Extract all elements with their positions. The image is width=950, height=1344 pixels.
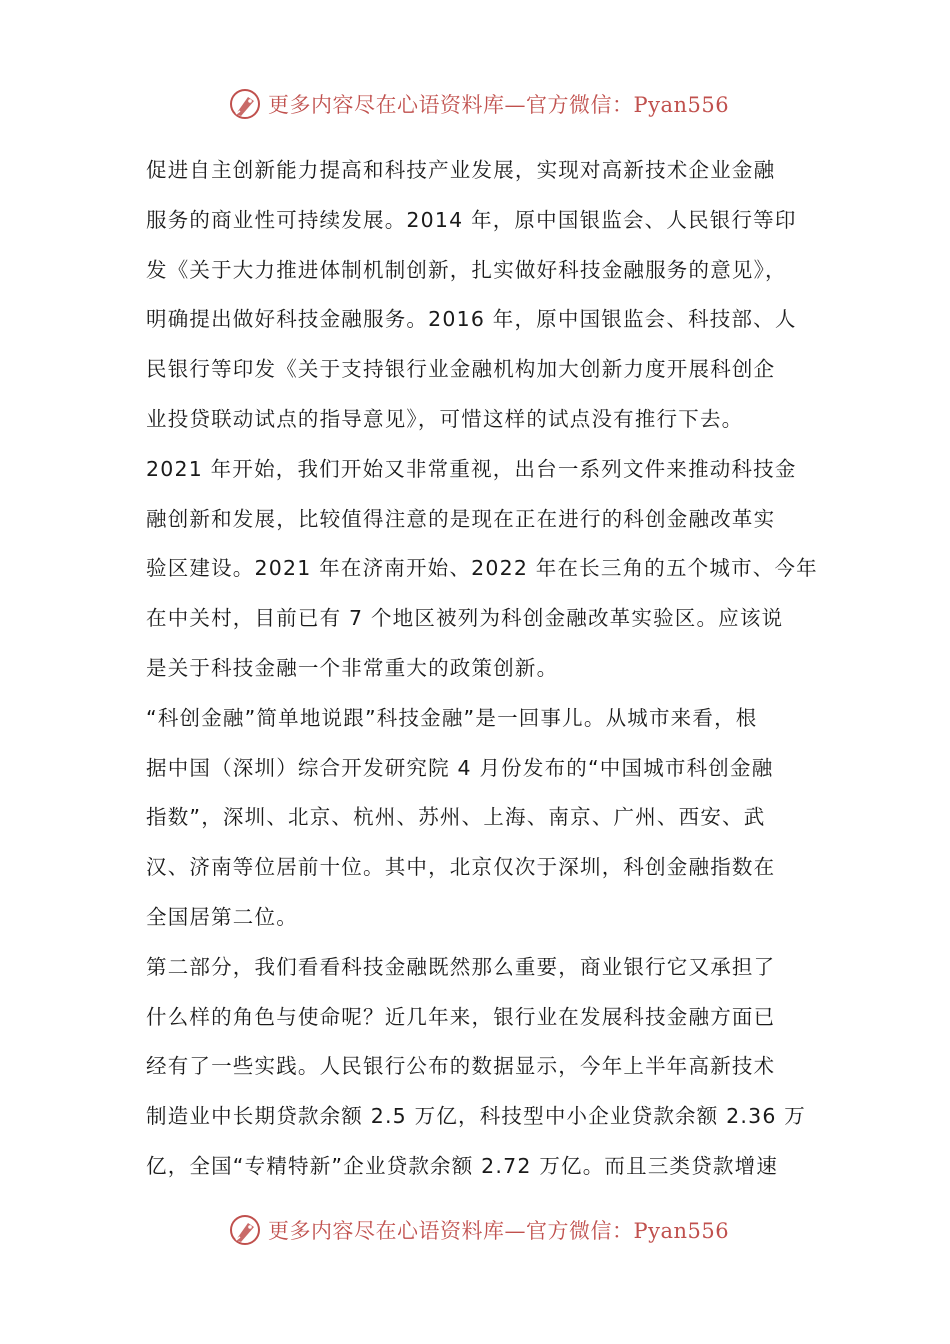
body-line: 经有了一些实践。人民银行公布的数据显示，今年上半年高新技术	[146, 1054, 776, 1079]
body-line: 融创新和发展，比较值得注意的是现在正在进行的科创金融改革实	[146, 506, 776, 531]
pen-nib-icon	[228, 87, 262, 121]
body-line: 全国居第二位。	[146, 904, 298, 929]
header-watermark	[228, 84, 729, 124]
body-line: 据中国（深圳）综合开发研究院 4 月份发布的“中国城市科创金融	[146, 755, 774, 780]
footer-watermark	[228, 1210, 729, 1250]
body-line: 亿，全国“专精特新”企业贷款余额 2.72 万亿。而且三类贷款增速	[146, 1153, 779, 1178]
watermark-text: 更多内容尽在心语资料库—官方微信：Pyan556	[268, 93, 730, 117]
body-line: 第二部分，我们看看科技金融既然那么重要，商业银行它又承担了	[146, 954, 776, 979]
body-line: 促进自主创新能力提高和科技产业发展，实现对高新技术企业金融	[146, 158, 776, 182]
body-line: 验区建设。2021 年在济南开始、2022 年在长三角的五个城市、今年	[146, 556, 818, 581]
body-line: 服务的商业性可持续发展。2014 年，原中国银监会、人民银行等印	[146, 207, 797, 232]
body-line: 民银行等印发《关于支持银行业金融机构加大创新力度开展科创企	[146, 357, 776, 382]
body-line: 是关于科技金融一个非常重大的政策创新。	[146, 655, 559, 680]
body-line: 业投贷联动试点的指导意见》，可惜这样的试点没有推行下去。	[146, 406, 744, 431]
body-line: 在中关村，目前已有 7 个地区被列为科创金融改革实验区。应该说	[146, 606, 784, 631]
document-body	[146, 146, 818, 1192]
body-line: 制造业中长期贷款余额 2.5 万亿，科技型中小企业贷款余额 2.36 万	[146, 1104, 807, 1129]
body-line: 2021 年开始，我们开始又非常重视，出台一系列文件来推动科技金	[146, 456, 797, 481]
body-line: 指数”，深圳、北京、杭州、苏州、上海、南京、广州、西安、武	[146, 805, 766, 830]
pen-nib-icon	[228, 1213, 262, 1247]
body-line: “科创金融”简单地说跟”科技金融”是一回事儿。从城市来看，根	[146, 705, 758, 730]
body-line: 发《关于大力推进体制机制创新，扎实做好科技金融服务的意见》，	[146, 257, 787, 282]
watermark-text: 更多内容尽在心语资料库—官方微信：Pyan556	[268, 1219, 730, 1243]
body-line: 汉、济南等位居前十位。其中，北京仅次于深圳，科创金融指数在	[146, 855, 776, 880]
body-line: 明确提出做好科技金融服务。2016 年，原中国银监会、科技部、人	[146, 307, 797, 332]
body-line: 什么样的角色与使命呢？近几年来，银行业在发展科技金融方面已	[146, 1004, 776, 1029]
